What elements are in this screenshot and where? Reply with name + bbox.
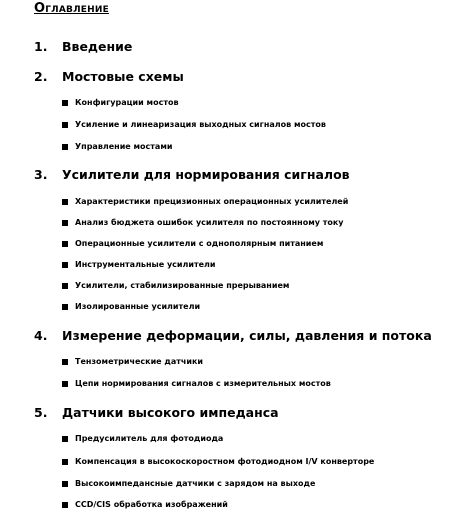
section-title: Анализ бюджета ошибок усилителя по постоянному току (75, 218, 344, 227)
square-bullet-icon (62, 122, 68, 128)
square-bullet-icon (62, 262, 68, 268)
section-title: Усиление и линеаризация выходных сигналов мостов (75, 120, 326, 129)
chapter-number: 4. (34, 328, 48, 343)
square-bullet-icon (62, 241, 68, 247)
section-title: Усилители, стабилизированные прерыванием (75, 281, 290, 290)
section-title: Высокоимпедансные датчики с зарядом на выходе (75, 479, 316, 488)
section-title: Инструментальные усилители (75, 260, 216, 269)
square-bullet-icon (62, 381, 68, 387)
square-bullet-icon (62, 220, 68, 226)
chapter-title: Датчики высокого импеданса (62, 405, 279, 420)
square-bullet-icon (62, 283, 68, 289)
toc-title: Оглавление (34, 1, 109, 16)
chapter-number: 1. (34, 39, 48, 54)
chapter-title: Мостовые схемы (62, 69, 184, 84)
square-bullet-icon (62, 359, 68, 365)
chapter-number: 5. (34, 405, 48, 420)
section-title: Конфигурации мостов (75, 98, 179, 107)
chapter-title: Измерение деформации, силы, давления и потока (62, 328, 432, 343)
section-title: Предусилитель для фотодиода (75, 434, 224, 443)
section-title: CCD/CIS обработка изображений (75, 500, 228, 509)
square-bullet-icon (62, 304, 68, 310)
section-title: Характеристики прецизионных операционных усилителей (75, 197, 349, 206)
section-title: Тензометрические датчики (75, 357, 204, 366)
square-bullet-icon (62, 100, 68, 106)
section-title: Цепи нормирования сигналов с измерительных мостов (75, 379, 331, 388)
square-bullet-icon (62, 481, 68, 487)
section-title: Изолированные усилители (75, 302, 201, 311)
square-bullet-icon (62, 436, 68, 442)
chapter-number: 3. (34, 167, 48, 182)
chapter-title: Введение (62, 39, 133, 54)
section-title: Компенсация в высокоскоростном фотодиодном I/V конверторе (75, 457, 375, 466)
square-bullet-icon (62, 502, 68, 508)
chapter-number: 2. (34, 69, 48, 84)
chapter-title: Усилители для нормирования сигналов (62, 167, 350, 182)
section-title: Операционные усилители с однополярным питанием (75, 239, 324, 248)
section-title: Управление мостами (75, 142, 173, 151)
square-bullet-icon (62, 199, 68, 205)
square-bullet-icon (62, 144, 68, 150)
square-bullet-icon (62, 459, 68, 465)
